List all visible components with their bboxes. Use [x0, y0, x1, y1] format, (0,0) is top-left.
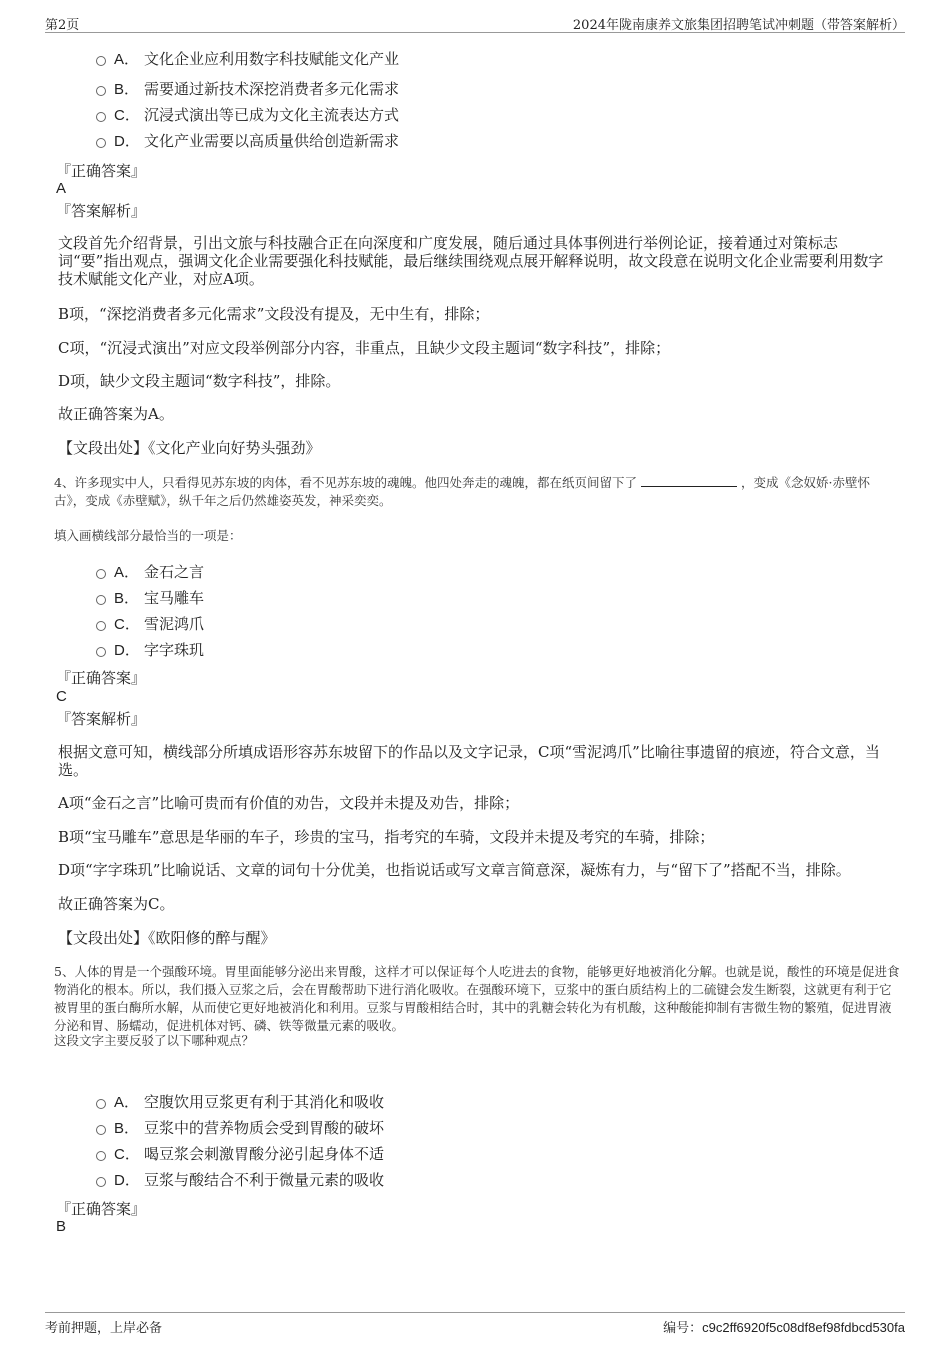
- q3-option-b[interactable]: B． 需要通过新技术深挖消费者多元化需求: [96, 78, 399, 100]
- question-prompt: 填入画横线部分最恰当的一项是：: [54, 528, 242, 543]
- q4-option-c[interactable]: C． 雪泥鸿爪: [96, 613, 204, 635]
- analysis-paragraph: B项“宝马雕车”意思是华丽的车子，珍贵的宝马，指考究的车骑，文段并未提及考究的车骑，排除；: [58, 828, 715, 846]
- radio-icon[interactable]: [96, 621, 106, 631]
- radio-icon[interactable]: [96, 112, 106, 122]
- q3-option-c[interactable]: C． 沉浸式演出等已成为文化主流表达方式: [96, 104, 399, 126]
- radio-icon[interactable]: [96, 138, 106, 148]
- page-number: 第2页: [45, 18, 80, 33]
- radio-icon[interactable]: [96, 86, 106, 96]
- question-stem: 5、人体的胃是一个强酸环境。胃里面能够分泌出来胃酸，这样才可以保证每个人吃进去的食物，能够更好地被消化分解。也就是说，酸性的环境是促进食物消化的根本。所以，我们摄入豆浆之后，会在胃酸帮助下进行消化吸收。在强酸环境下，豆浆中的蛋白质结构上的二硫键会发生断裂，这就更有利于它被胃里的蛋白酶所水解，从而使它更好地被消化和利用。豆浆与胃酸相结合时，其中的乳糖会转化为有机酸，这种酸能抑制有害微生物的繁殖，促进胃液分泌和胃、肠蠕动，促进机体对钙、磷、铁等微量元素的吸收。: [54, 964, 900, 1033]
- analysis-paragraph: 根据文意可知，横线部分所填成语形容苏东坡留下的作品以及文字记录，C项“雪泥鸿爪”比喻往事遗留的痕迹，符合文意，当选。: [58, 743, 880, 779]
- analysis-paragraph: D项“字字珠玑”比喻说话、文章的词句十分优美，也指说话或写文章言简意深，凝炼有力，与“留下了”搭配不当，排除。: [58, 861, 851, 879]
- radio-icon[interactable]: [96, 595, 106, 605]
- radio-icon[interactable]: [96, 1177, 106, 1187]
- q3-option-d[interactable]: D． 文化产业需要以高质量供给创造新需求: [96, 130, 399, 152]
- page-footer: [45, 1312, 905, 1335]
- analysis-paragraph: D项，缺少文段主题词“数字科技”，排除。: [58, 372, 341, 390]
- fill-blank: [641, 474, 737, 487]
- question-prompt: 这段文字主要反驳了以下哪种观点？: [54, 1033, 255, 1048]
- page-header: [45, 12, 905, 33]
- q5-option-b[interactable]: B． 豆浆中的营养物质会受到胃酸的破坏: [96, 1117, 384, 1139]
- answer-value: A: [56, 180, 67, 197]
- analysis-paragraph: 故正确答案为C。: [58, 895, 175, 913]
- analysis-label: 『答案解析』: [56, 710, 147, 728]
- radio-icon[interactable]: [96, 1099, 106, 1109]
- q5-option-c[interactable]: C． 喝豆浆会刺激胃酸分泌引起身体不适: [96, 1143, 384, 1165]
- q4-option-a[interactable]: A． 金石之言: [96, 561, 204, 583]
- analysis-paragraph: C项，“沉浸式演出”对应文段举例部分内容，非重点，且缺少文段主题词“数字科技”，排除；: [58, 339, 671, 357]
- q5-option-d[interactable]: D． 豆浆与酸结合不利于微量元素的吸收: [96, 1169, 384, 1191]
- answer-value: C: [56, 688, 67, 705]
- radio-icon[interactable]: [96, 647, 106, 657]
- q4-option-d[interactable]: D． 字字珠玑: [96, 639, 204, 661]
- radio-icon[interactable]: [96, 56, 106, 66]
- q3-option-a[interactable]: A． 文化企业应利用数字科技赋能文化产业: [96, 48, 399, 70]
- radio-icon[interactable]: [96, 1125, 106, 1135]
- document-code: 编号：c9c2ff6920f5c08df8ef98fdbcd530fa: [663, 1320, 905, 1335]
- analysis-paragraph: B项，“深挖消费者多元化需求”文段没有提及，无中生有，排除；: [58, 305, 490, 323]
- answer-value: B: [56, 1218, 67, 1235]
- answer-label: 『正确答案』: [56, 162, 147, 180]
- radio-icon[interactable]: [96, 1151, 106, 1161]
- question-stem: 4、许多现实中人，只看得见苏东坡的肉体，看不见苏东坡的魂魄。他四处奔走的魂魄，都在纸页间留下了 ，变成《念奴娇·赤壁怀古》，变成《赤壁赋》，纵千年之后仍然雄姿英发，神采奕奕。: [54, 475, 870, 508]
- analysis-paragraph: 文段首先介绍背景，引出文旅与科技融合正在向深度和广度发展，随后通过具体事例进行举例论证，接着通过对策标志词“要”指出观点，强调文化企业需要强化科技赋能，最后继续围绕观点展开解释说明，故文段意在说明文化企业需要利用数字技术赋能文化产业，对应A项。: [58, 234, 884, 288]
- source-citation: 【文段出处】《文化产业向好势头强劲》: [58, 439, 321, 457]
- answer-label: 『正确答案』: [56, 1200, 147, 1218]
- analysis-paragraph: 故正确答案为A。: [58, 405, 174, 423]
- analysis-label: 『答案解析』: [56, 202, 147, 220]
- q5-option-a[interactable]: A． 空腹饮用豆浆更有利于其消化和吸收: [96, 1091, 384, 1113]
- radio-icon[interactable]: [96, 569, 106, 579]
- answer-label: 『正确答案』: [56, 669, 147, 687]
- q4-option-b[interactable]: B． 宝马雕车: [96, 587, 204, 609]
- source-citation: 【文段出处】《欧阳修的醉与醒》: [58, 929, 276, 947]
- document-title: 2024年陇南康养文旅集团招聘笔试冲刺题（带答案解析）: [572, 18, 905, 33]
- analysis-paragraph: A项“金石之言”比喻可贵而有价值的劝告，文段并未提及劝告，排除；: [58, 794, 520, 812]
- footer-slogan: 考前押题，上岸必备: [45, 1321, 163, 1336]
